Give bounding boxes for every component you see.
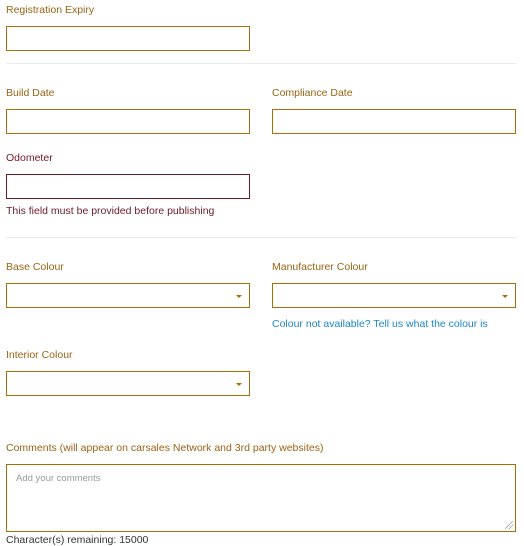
odometer-input[interactable] [6,174,250,199]
manufacturer-colour-label: Manufacturer Colour [272,261,368,273]
odometer-error-message: This field must be provided before publishing [6,205,215,217]
compliance-date-input[interactable] [272,109,516,134]
interior-colour-label: Interior Colour [6,349,73,361]
interior-colour-select[interactable] [6,371,250,396]
chevron-down-icon [236,295,242,298]
character-counter: Character(s) remaining: 15000 [6,534,149,546]
manufacturer-colour-select[interactable] [272,283,516,308]
resize-handle-icon[interactable] [505,521,513,529]
build-date-input[interactable] [6,109,250,134]
chevron-down-icon [236,383,242,386]
base-colour-select[interactable] [6,283,250,308]
section-divider [6,63,516,64]
comments-placeholder: Add your comments [16,473,101,484]
colour-not-available-link[interactable]: Colour not available? Tell us what the colour is [272,318,488,330]
chevron-down-icon [502,295,508,298]
compliance-date-label: Compliance Date [272,87,353,99]
registration-expiry-label: Registration Expiry [6,4,95,16]
registration-expiry-input[interactable] [6,26,250,51]
build-date-label: Build Date [6,87,55,99]
comments-textarea[interactable] [6,464,516,532]
odometer-label: Odometer [6,152,53,164]
comments-label: Comments (will appear on carsales Network and 3rd party websites) [6,442,324,454]
section-divider [6,237,516,238]
base-colour-label: Base Colour [6,261,64,273]
